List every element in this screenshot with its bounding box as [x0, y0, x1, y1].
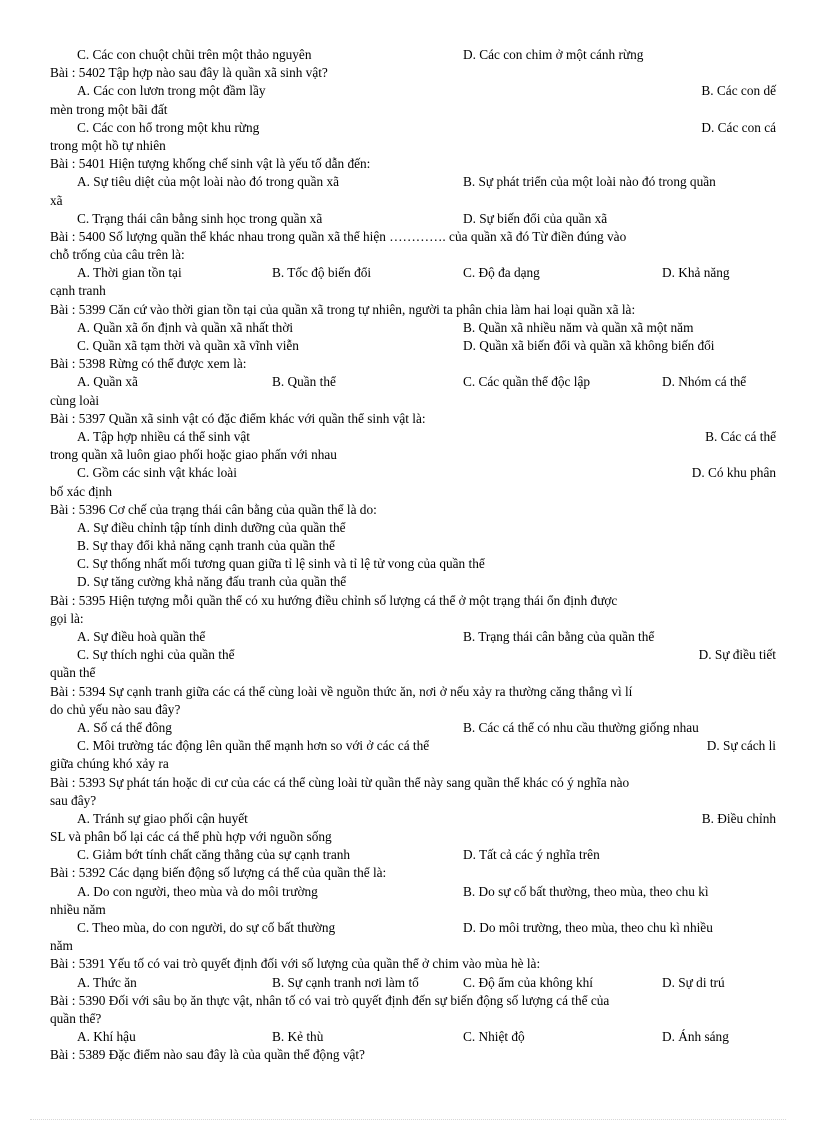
answer-row — [50, 428, 776, 446]
answer-option: C. Theo mùa, do con người, do sự cố bất thường — [77, 920, 336, 935]
answer-option: B. Sự phát triển của một loài nào đó trong quần — [463, 174, 716, 190]
question-text: Bài : 5401 Hiện tượng khống chế sinh vật là yếu tố dẫn đến: — [50, 156, 371, 172]
answer-row — [50, 119, 776, 137]
answer-row — [50, 883, 776, 901]
answer-option: B. Do sự cố bất thường, theo mùa, theo chu kì — [463, 883, 709, 899]
answer-option: D. Nhóm cá thể — [662, 374, 747, 390]
answer-option: B. Quần thể — [272, 374, 336, 390]
answer-row — [50, 82, 776, 100]
answer-row — [50, 46, 776, 64]
answer-option: A. Quần xã ổn định và quần xã nhất thời — [77, 319, 294, 335]
answer-row — [50, 373, 776, 391]
answer-option: B. Kẻ thù — [272, 1029, 324, 1045]
answer-option: D. Do môi trường, theo mùa, theo chu kì nhiều — [463, 920, 713, 935]
question-text: Bài : 5394 Sự cạnh tranh giữa các cá thể cùng loài về nguồn thức ăn, nơi ở nếu xảy ra thường căng thẳng vì lí — [50, 683, 633, 699]
continuation-text: chỗ trống của câu trên là: — [50, 247, 185, 263]
question-text: Bài : 5392 Các dạng biến động số lượng cá thể của quần thể là: — [50, 865, 387, 881]
continuation-text: cạnh tranh — [50, 283, 106, 299]
question-text: Bài : 5398 Rừng có thể được xem là: — [50, 356, 247, 372]
answer-option: D. Sự cách li — [706, 738, 776, 754]
question-text: Bài : 5390 Đối với sâu bọ ăn thực vật, nhân tố có vai trò quyết định đến sự biến động số lượng cá thể của — [50, 992, 610, 1008]
answer-option: C. Độ đa dạng — [463, 265, 540, 281]
answer-option: D. Sự điều tiết — [698, 647, 776, 663]
answer-option: C. Sự thống nhất mối tương quan giữa tỉ lệ sinh và tỉ lệ tử vong của quần thể — [77, 556, 485, 572]
answer-row — [50, 173, 776, 191]
answer-option: B. Điều chỉnh — [701, 810, 776, 826]
answer-option: A. Thời gian tồn tại — [77, 265, 182, 281]
answer-row — [50, 1028, 776, 1046]
answer-option: D. Tất cả các ý nghĩa trên — [463, 847, 600, 863]
question-text: Bài : 5399 Căn cứ vào thời gian tồn tại của quần xã trong tự nhiên, người ta phân chia làm hai loại quần xã là: — [50, 301, 636, 317]
answer-row — [50, 210, 776, 228]
answer-option: B. Các cá thể — [705, 428, 776, 444]
answer-row — [50, 810, 776, 828]
answer-option: C. Môi trường tác động lên quần thể mạnh hơn so với ở các cá thể — [77, 738, 430, 754]
continuation-text: bố xác định — [50, 483, 113, 499]
answer-option: C. Giảm bớt tính chất căng thẳng của sự cạnh tranh — [77, 847, 351, 863]
continuation-text: nhiều năm — [50, 901, 106, 917]
answer-option: C. Các con hổ trong một khu rừng — [77, 119, 260, 135]
answer-option: B. Các con dế — [701, 83, 776, 99]
answer-option: C. Độ ẩm của không khí — [463, 974, 593, 990]
answer-option: D. Các con cá — [701, 119, 776, 135]
answer-row — [50, 628, 776, 646]
answer-option: D. Sự di trú — [662, 974, 725, 990]
answer-option: D. Quần xã biến đổi và quần xã không biến đổi — [463, 338, 715, 353]
continuation-text: do chủ yếu nào sau đây? — [50, 701, 181, 717]
answer-row — [50, 974, 776, 992]
continuation-text: cùng loài — [50, 392, 100, 408]
question-text: Bài : 5391 Yếu tố có vai trò quyết định đối với số lượng của quần thể ở chim vào mùa hè là: — [50, 956, 541, 972]
continuation-text: xã — [50, 192, 63, 208]
continuation-text: sau đây? — [50, 792, 97, 808]
answer-option: C. Trạng thái cân bằng sinh học trong quần xã — [77, 210, 323, 226]
answer-option: A. Tránh sự giao phối cận huyết — [77, 810, 248, 826]
answer-row — [50, 464, 776, 482]
answer-option: C. Sự thích nghi của quần thể — [77, 647, 235, 663]
page-bottom-rule — [30, 1119, 786, 1120]
answer-option: B. Trạng thái cân bằng của quần thể — [463, 629, 655, 644]
answer-row — [50, 719, 776, 737]
answer-option: A. Tập hợp nhiều cá thể sinh vật — [77, 428, 250, 444]
answer-row — [50, 319, 776, 337]
answer-option: C. Gồm các sinh vật khác loài — [77, 465, 237, 481]
continuation-text: trong quần xã luôn giao phối hoặc giao phấn với nhau — [50, 447, 337, 463]
answer-option: B. Tốc độ biến đổi — [272, 265, 372, 281]
continuation-text: quần thể — [50, 665, 96, 681]
continuation-text: gọi là: — [50, 610, 84, 626]
answer-option: A. Sự điều hoà quần thể — [77, 629, 206, 644]
answer-row — [50, 737, 776, 755]
continuation-text: năm — [50, 938, 73, 954]
question-text: Bài : 5400 Số lượng quần thể khác nhau trong quần xã thể hiện …………. của quần xã đó Từ điền đúng vào — [50, 228, 627, 244]
answer-option: D. Sự biến đổi của quần xã — [463, 210, 608, 226]
answer-option: B. Sự cạnh tranh nơi làm tổ — [272, 974, 419, 990]
answer-option: A. Sự điều chỉnh tập tính dinh dưỡng của quần thể — [77, 519, 346, 535]
answer-option: C. Các quần thể độc lập — [463, 374, 591, 390]
answer-option: B. Các cá thể có nhu cầu thường giống nhau — [463, 719, 699, 735]
answer-option: B. Quần xã nhiều năm và quần xã một năm — [463, 319, 694, 335]
question-text: Bài : 5389 Đặc điểm nào sau đây là của quần thể động vật? — [50, 1047, 365, 1063]
answer-row — [50, 646, 776, 664]
question-text: Bài : 5402 Tập hợp nào sau đây là quần xã sinh vật? — [50, 65, 328, 81]
answer-row — [50, 264, 776, 282]
answer-option: A. Số cá thể đông — [77, 719, 172, 735]
question-list — [50, 46, 776, 1065]
answer-option: A. Thức ăn — [77, 974, 137, 990]
answer-option: D. Khả năng — [662, 265, 730, 281]
answer-option: B. Sự thay đổi khả năng cạnh tranh của quần thể — [77, 538, 335, 554]
answer-option: A. Quần xã — [77, 374, 138, 390]
question-text: Bài : 5395 Hiện tượng mỗi quần thể có xu hướng điều chỉnh số lượng cá thể ở một trạng thái ổn định được — [50, 592, 618, 608]
answer-option: C. Các con chuột chũi trên một thảo nguyên — [77, 47, 312, 62]
answer-option: C. Quần xã tạm thời và quần xã vĩnh viễn — [77, 338, 299, 353]
question-text: Bài : 5396 Cơ chế của trạng thái cân bằng của quần thể là do: — [50, 501, 377, 517]
continuation-text: SL và phân bố lại các cá thể phù hợp với nguồn sống — [50, 829, 332, 845]
continuation-text: quần thể? — [50, 1010, 102, 1026]
answer-row — [50, 846, 776, 864]
answer-option: A. Do con người, theo mùa và do môi trường — [77, 883, 318, 899]
answer-row — [50, 337, 776, 355]
answer-option: A. Sự tiêu diệt của một loài nào đó trong quần xã — [77, 174, 340, 190]
answer-option: D. Ánh sáng — [662, 1029, 729, 1045]
answer-option: D. Có khu phân — [691, 465, 776, 481]
question-text: Bài : 5397 Quần xã sinh vật có đặc điểm khác với quần thể sinh vật là: — [50, 410, 426, 426]
answer-option: D. Sự tăng cường khả năng đấu tranh của quần thể — [77, 574, 347, 590]
continuation-text: trong một hồ tự nhiên — [50, 137, 166, 153]
continuation-text: giữa chúng khó xảy ra — [50, 756, 169, 772]
answer-option: C. Nhiệt độ — [463, 1029, 525, 1045]
question-text: Bài : 5393 Sự phát tán hoặc di cư của các cá thể cùng loài từ quần thể này sang quần thể khác có ý nghĩa nào — [50, 774, 630, 790]
answer-option: A. Khí hậu — [77, 1029, 136, 1045]
answer-option: A. Các con lươn trong một đầm lầy — [77, 83, 266, 99]
continuation-text: mèn trong một bãi đất — [50, 101, 168, 117]
answer-option: D. Các con chim ở một cánh rừng — [463, 47, 644, 62]
answer-row — [50, 919, 776, 937]
